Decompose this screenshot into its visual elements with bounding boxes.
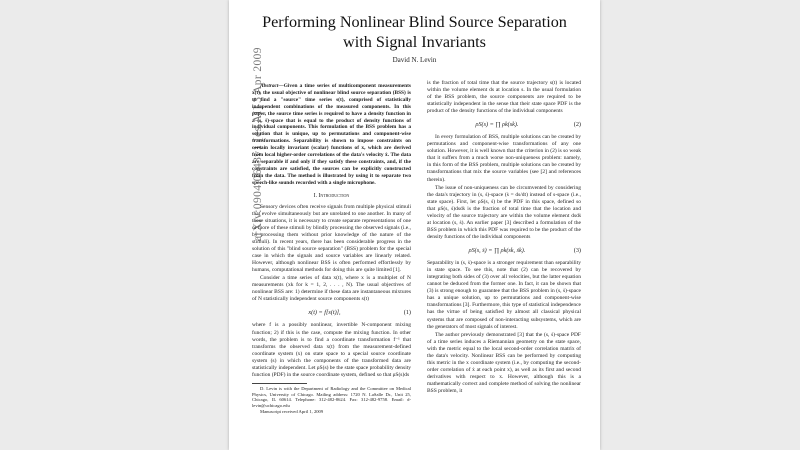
paragraph: where f is a possibly nonlinear, invertible N-component mixing function; 2) if this is the case, compute the mixing function. In other words, the problem is to find a coordinate transformation f⁻¹ that transforms the observed data x(t) from the measurement-defined coordinate system (x) on state space to a special source coordinate system (s) in which the components of the transformed data are statistically independent. Let ρS(s) be the state space probability density function (PDF) in the source coordinate system, defined so that ρS(s)ds <box>252 322 411 378</box>
footnote-author-info: D. Levin is with the Department of Radiology and the Committee on Medical Physics, University of Chicago. Mailing address: 1720 N. LaSalle Dr., Unit 25, Chicago, IL 60614. Telephone: 312-482-8624. Fax: 312-482-9758. Email: d-levin@uchicago.edu <box>252 385 411 408</box>
abstract <box>252 83 411 187</box>
paragraph: Consider a time series of data x(t), where x is a multiplet of N measurements (xk for k = 1, 2, . . . , N). The usual objectives of nonlinear BSS are: 1) determine if these data are instantaneous mixtures of N statistically independent source components s(t) <box>252 275 411 303</box>
paper-page <box>229 0 600 450</box>
author-name: David N. Levin <box>392 56 437 64</box>
left-column <box>252 83 411 414</box>
equation-3 <box>427 244 581 256</box>
equation-3-text: ρS(s, ṡ) = ∏ ρk(sk, ṡk). <box>468 246 526 254</box>
equation-1 <box>252 306 411 318</box>
paragraph: In every formulation of BSS, multiple solutions can be created by permutations and component-wise transformations of any one solution. However, it is well known that the criterion in (2) is so weak that it suffers from a much worse non-uniqueness problem: namely, in this form of the BSS problem, multiple solutions can be created by transformations that mix the source variables (see [2] and references therein). <box>427 134 581 183</box>
footnote-manuscript: Manuscript received April 1, 2009 <box>260 408 324 414</box>
section-heading-introduction: I. Introduction <box>313 192 350 199</box>
abstract-label: Abstract <box>260 83 279 89</box>
paragraph: Sensory devices often receive signals from multiple physical stimuli that evolve simultaneously but are unrelated to one another. In many of these situations, it is necessary to create separate representations of one or more of these stimuli by blindly processing the observed signals (i.e., by processing them without prior knowledge of the nature of the stimuli). In recent years, there has been considerable progress in the solution of this "blind source separation" (BSS) problem for the special case in which the signals and source variables are linearly related. However, although nonlinear BSS is often performed effortlessly by humans, computational methods for doing this are quite limited [1]. <box>252 203 411 274</box>
paragraph: The author previously demonstrated [3] that the (s, ṡ)-space PDF of a time series induces a Riemannian geometry on the state space, with the metric equal to the local second-order correlation matrix of the data's velocity. Nonlinear BSS can be performed by computing this metric in the x coordinate system (i.e., by computing the second-order correlation of ẋ at each point x), as well as its first and second derivatives with respect to x. However, although this is a mathematically correct and complete method of solving the nonlinear BSS problem, it <box>427 331 581 395</box>
equation-3-number: (3) <box>573 246 581 254</box>
right-column <box>427 80 581 396</box>
equation-1-number: (1) <box>403 308 411 316</box>
paragraph: is the fraction of total time that the source trajectory s(t) is located within the volume element ds at location s. In the usual formulation of the BSS problem, the source components are required to be statistically independent in the sense that their state space PDF is the product of the density functions of the individual components <box>427 80 581 115</box>
paper-title-line-2: with Signal Invariants <box>343 33 486 51</box>
equation-2-number: (2) <box>573 120 581 128</box>
equation-2-text: ρS(s) = ∏ ρk(sk). <box>475 120 519 128</box>
equation-1-text: x(t) = f[s(t)], <box>308 308 341 316</box>
abstract-text: —Given a time series of multicomponent measurements x(t), the usual objective of nonlinear blind source separation (BSS) is to find a "source" time series s(t), comprised of statistically independent combinations of the measured components. In this paper, the source time series is required to have a density function in a (s, ṡ)-space that is equal to the product of density functions of individual components. This formulation of the BSS problem has a solution that is unique, up to permutations and component-wise transformations. Separability is shown to impose constraints on certain locally invariant (scalar) functions of x, which are derived from local higher-order correlations of the data's velocity ẋ. The data are separable if and only if they satisfy these constraints, and, if the constraints are satisfied, the sources can be explicitly constructed from the data. The method is illustrated by using it to separate two speech-like sounds recorded with a single microphone. <box>252 83 411 186</box>
paper-title-line-1: Performing Nonlinear Blind Source Separation <box>262 13 567 31</box>
paragraph: The issue of non-uniqueness can be circumvented by considering the data's trajectory in (s, ṡ)-space (ṡ = ds/dt) instead of s-space (i.e., state space). First, let ρS(s, ṡ) be the PDF in this space, defined so that ρS(s, ṡ)dsdṡ is the fraction of total time that the location and velocity of the source trajectory are within the volume element dsdṡ at location (s, ṡ). An earlier paper [3] described a formulation of the BSS problem in which this PDF was required to be the product of the density functions of the individual components <box>427 184 581 241</box>
equation-2 <box>427 118 581 130</box>
arxiv-watermark: arXiv:0904.0643v1 [cs.AI] 3 Apr 2009 <box>252 47 264 241</box>
footnote-divider <box>252 383 307 384</box>
paragraph: Separability in (s, ṡ)-space is a stronger requirement than separability in state space. To see this, note that (2) can be recovered by integrating both sides of (3) over all velocities, but the latter equation cannot be deduced from the former one. In fact, it can be shown that (3) is strong enough to guarantee that the BSS problem in (s, ṡ)-space has a unique solution, up to permutations and component-wise transformations [3]. Furthermore, this type of statistical independence has the virtue of being satisfied by almost all classical physical systems that are composed of non-interacting subsystems, which are the generators of most signals of interest. <box>427 260 581 330</box>
